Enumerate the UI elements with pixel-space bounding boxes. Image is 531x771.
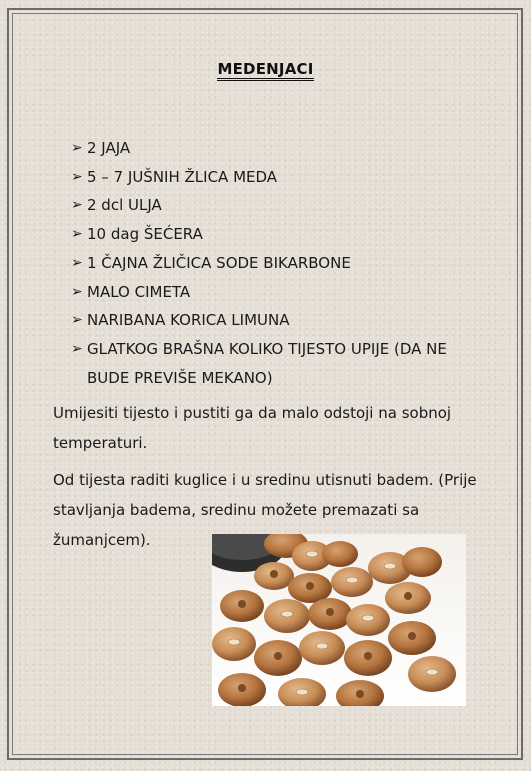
list-item: ➢ 2 dcl ULJA bbox=[71, 191, 491, 220]
cookies-photo bbox=[212, 534, 466, 706]
list-item: ➢ MALO CIMETA bbox=[71, 278, 491, 307]
list-item: ➢ 1 ČAJNA ŽLIČICA SODE BIKARBONE bbox=[71, 249, 491, 278]
arrow-bullet-icon: ➢ bbox=[71, 254, 83, 271]
arrow-bullet-icon: ➢ bbox=[71, 283, 83, 300]
list-item: ➢ 2 JAJA bbox=[71, 134, 491, 163]
arrow-bullet-icon: ➢ bbox=[71, 312, 83, 329]
arrow-bullet-icon: ➢ bbox=[71, 340, 83, 357]
arrow-bullet-icon: ➢ bbox=[71, 197, 83, 214]
list-item: ➢ GLATKOG BRAŠNA KOLIKO TIJESTO UPIJE (DA NE BUDE PREVIŠE MEKANO) bbox=[71, 335, 491, 392]
list-item: ➢ NARIBANA KORICA LIMUNA bbox=[71, 306, 491, 335]
arrow-bullet-icon: ➢ bbox=[71, 140, 83, 156]
arrow-bullet-icon: ➢ bbox=[71, 168, 83, 185]
recipe-title bbox=[0, 60, 531, 78]
honey-cookies-image bbox=[212, 534, 466, 706]
recipe-title-text: MEDENJACI bbox=[217, 60, 313, 81]
instruction-step-1: Umijesiti tijesto i pustiti ga da malo odstoji na sobnoj temperaturi. bbox=[53, 404, 452, 452]
instruction-step-2: Od tijesta raditi kuglice i u sredinu utisnuti badem. (Prije stavljanja badema, sredinu možete premazati sa žumanjcem). bbox=[53, 471, 477, 549]
arrow-bullet-icon: ➢ bbox=[71, 226, 83, 243]
list-item: ➢ 10 dag ŠEĆERA bbox=[71, 220, 491, 249]
list-item: ➢ 5 – 7 JUŠNIH ŽLICA MEDA bbox=[71, 163, 491, 192]
ingredient-list bbox=[71, 134, 491, 392]
